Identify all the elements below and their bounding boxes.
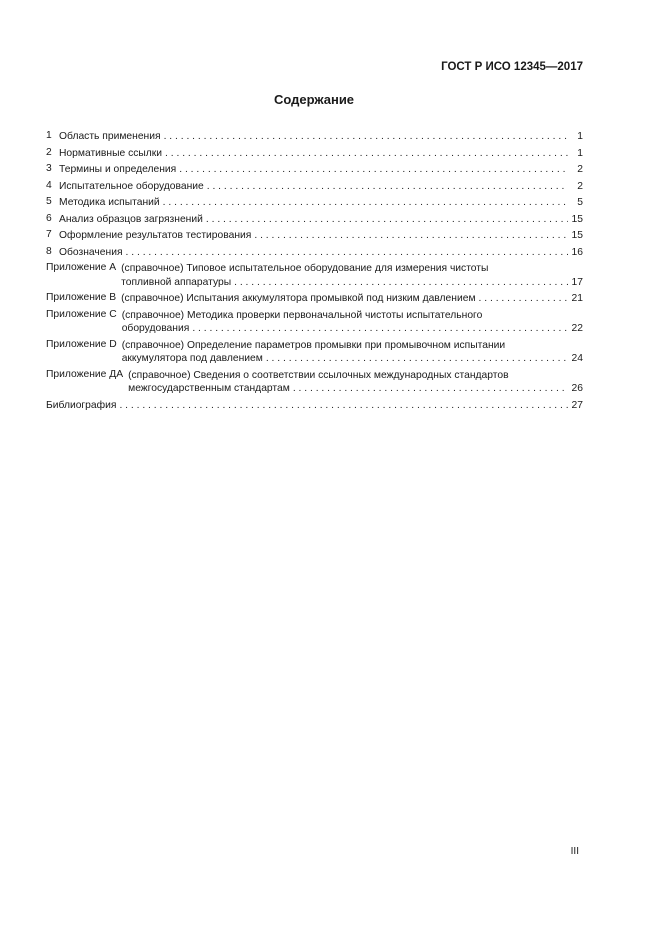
toc-entry-number: 6 bbox=[46, 212, 52, 224]
toc-entry-number: 7 bbox=[46, 229, 52, 240]
appendix-page: 24 bbox=[571, 353, 583, 364]
appendix-page: 21 bbox=[571, 293, 583, 304]
dot-leader bbox=[254, 229, 568, 243]
dot-leader bbox=[266, 352, 568, 366]
appendix-page: 17 bbox=[571, 276, 583, 288]
toc-entry-7[interactable] bbox=[46, 229, 583, 243]
toc-entry-page: 1 bbox=[577, 131, 583, 142]
toc-appendix-da[interactable] bbox=[46, 369, 583, 396]
dot-leader bbox=[165, 147, 568, 161]
dot-leader bbox=[293, 382, 568, 396]
toc-entry-page: 5 bbox=[577, 197, 583, 208]
toc-entry-title: Анализ образцов загрязнений bbox=[59, 213, 203, 225]
toc-entry-title: Область применения bbox=[59, 131, 161, 142]
toc-entry-5[interactable] bbox=[46, 196, 583, 210]
toc-entry-1[interactable] bbox=[46, 130, 583, 144]
toc-entry-title: Термины и определения bbox=[59, 164, 177, 175]
dot-leader bbox=[119, 399, 568, 413]
table-of-contents bbox=[46, 130, 583, 415]
dot-leader bbox=[207, 180, 568, 194]
bibliography-title: Библиография bbox=[46, 399, 117, 411]
appendix-title-line2: аккумулятора под давлением bbox=[121, 353, 263, 364]
dot-leader bbox=[479, 292, 568, 306]
toc-entry-title: Испытательное оборудование bbox=[59, 180, 204, 192]
appendix-title-line2: оборудования bbox=[121, 323, 190, 334]
dot-leader bbox=[164, 130, 568, 144]
toc-bibliography[interactable] bbox=[46, 399, 583, 413]
toc-entry-title: Нормативные ссылки bbox=[59, 147, 163, 159]
toc-entry-page: 15 bbox=[571, 230, 583, 241]
dot-leader bbox=[126, 246, 568, 260]
appendix-title-line2: топливной аппаратуры bbox=[121, 276, 232, 288]
appendix-title-line1: (справочное) Сведения о соответствии ссылочных международных стандартов bbox=[128, 369, 509, 381]
toc-entry-number: 8 bbox=[46, 245, 52, 257]
page-number: III bbox=[570, 846, 579, 857]
dot-leader bbox=[206, 213, 568, 227]
toc-entry-page: 15 bbox=[571, 213, 583, 225]
appendix-title-line1: (справочное) Типовое испытательное оборудование для измерения чистоты bbox=[121, 263, 489, 274]
toc-entry-title: Методика испытаний bbox=[59, 197, 160, 208]
toc-entry-page: 16 bbox=[571, 246, 583, 258]
appendix-title-line1: (справочное) Определение параметров промывки при промывочном испытании bbox=[121, 339, 506, 351]
toc-entry-page: 2 bbox=[577, 164, 583, 175]
appendix-label: Приложение С bbox=[46, 308, 117, 320]
appendix-label: Приложение А bbox=[46, 262, 117, 273]
toc-entry-page: 1 bbox=[577, 147, 583, 159]
document-standard-number: ГОСТ Р ИСО 12345—2017 bbox=[441, 61, 583, 73]
toc-entry-2[interactable] bbox=[46, 147, 583, 161]
toc-entry-number: 4 bbox=[46, 179, 52, 191]
toc-entry-8[interactable] bbox=[46, 246, 583, 260]
toc-entry-number: 2 bbox=[46, 146, 52, 158]
appendix-title-line2: межгосударственным стандартам bbox=[128, 383, 290, 394]
dot-leader bbox=[163, 196, 568, 210]
toc-entry-4[interactable] bbox=[46, 180, 583, 194]
toc-appendix-b[interactable] bbox=[46, 292, 583, 306]
page-title: Содержание bbox=[273, 92, 355, 107]
toc-entry-3[interactable] bbox=[46, 163, 583, 177]
toc-appendix-c[interactable] bbox=[46, 309, 583, 336]
toc-entry-number: 3 bbox=[46, 163, 52, 174]
appendix-title-line1: (справочное) Методика проверки первоначальной чистоты испытательного bbox=[121, 309, 483, 321]
toc-entry-page: 2 bbox=[577, 180, 583, 192]
toc-entry-number: 5 bbox=[46, 196, 52, 207]
bibliography-page: 27 bbox=[571, 399, 583, 411]
toc-entry-6[interactable] bbox=[46, 213, 583, 227]
appendix-title-line1: (справочное) Испытания аккумулятора промывкой под низким давлением bbox=[121, 293, 476, 304]
dot-leader bbox=[234, 276, 568, 290]
dot-leader bbox=[179, 163, 568, 177]
appendix-page: 22 bbox=[571, 323, 583, 334]
appendix-page: 26 bbox=[571, 383, 583, 394]
appendix-label: Приложение В bbox=[46, 292, 117, 303]
toc-appendix-a[interactable] bbox=[46, 262, 583, 289]
toc-entry-number: 1 bbox=[46, 130, 52, 141]
appendix-label: Приложение ДА bbox=[46, 368, 124, 380]
appendix-label: Приложение D bbox=[46, 338, 117, 350]
toc-entry-title: Обозначения bbox=[59, 246, 123, 258]
toc-appendix-d[interactable] bbox=[46, 339, 583, 366]
dot-leader bbox=[192, 322, 568, 336]
toc-entry-title: Оформление результатов тестирования bbox=[59, 230, 252, 241]
